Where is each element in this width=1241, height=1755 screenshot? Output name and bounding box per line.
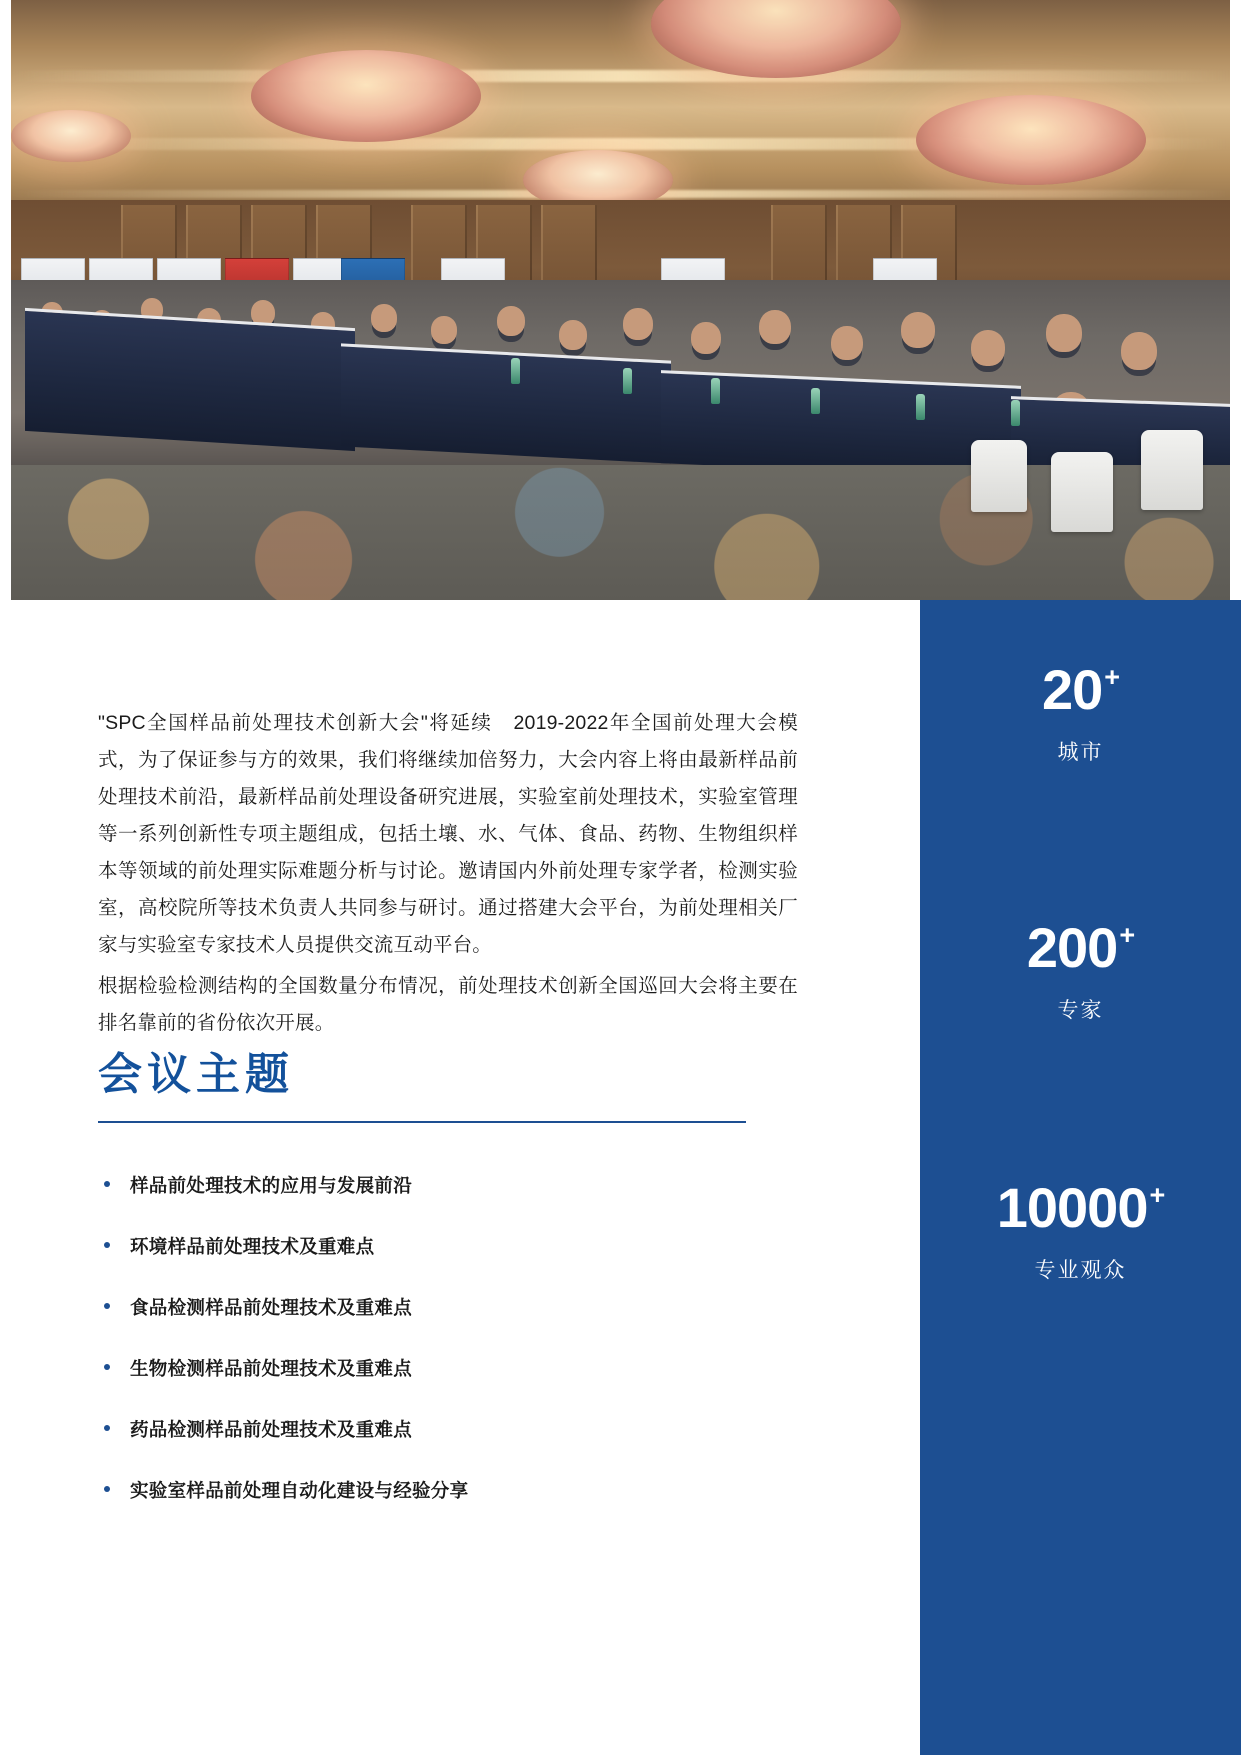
audience-member [691,322,721,354]
bullet-icon [104,1303,110,1309]
water-bottle [511,358,520,384]
audience-member [431,316,457,344]
conference-table [25,308,355,451]
audience-member [1121,332,1157,370]
intro-paragraph-2: 根据检验检测结构的全国数量分布情况，前处理技术创新全国巡回大会将主要在排名靠前的省份依次开展。 [98,975,798,1034]
water-bottle [811,388,820,414]
bullet-icon [104,1242,110,1248]
bullet-icon [104,1425,110,1431]
chair [1141,430,1203,510]
audience-member [497,306,525,336]
list-item [98,1294,798,1320]
topic-label: 实验室样品前处理自动化建设与经验分享 [130,1480,469,1501]
stat-number-text: 20 [1041,658,1103,721]
title-divider [98,1121,746,1123]
chandelier-icon [11,110,131,162]
water-bottle [916,394,925,420]
water-bottle [623,368,632,394]
ceiling-light-beam [11,70,1230,82]
audience-member [623,308,653,340]
page-title: 会议主题 [98,1050,294,1099]
content-column [0,600,920,1755]
chandelier-icon [916,95,1146,185]
stat-label: 专家 [1057,999,1104,1022]
bullet-icon [104,1486,110,1492]
hero-conference-photo [11,0,1230,600]
stat-value [920,658,1241,721]
statistics-panel [920,600,1241,1755]
chair [971,440,1027,512]
bullet-icon [104,1181,110,1187]
audience-member [759,310,791,344]
stat-label: 城市 [1057,741,1104,764]
topic-label: 生物检测样品前处理技术及重难点 [130,1358,413,1379]
stat-value [920,1176,1241,1239]
audience-member [1046,314,1082,352]
water-bottle [1011,400,1020,426]
chair [1051,452,1113,532]
topic-label: 食品检测样品前处理技术及重难点 [130,1297,413,1318]
audience-member [971,330,1005,366]
audience-member [831,326,863,360]
hero-scene [11,0,1230,600]
stat-experts [920,916,1241,1024]
stat-number-text: 200 [1026,916,1118,979]
topic-label: 样品前处理技术的应用与发展前沿 [130,1175,413,1196]
stat-plus-sign: + [1149,1180,1165,1210]
topic-label: 环境样品前处理技术及重难点 [130,1236,375,1257]
stat-plus-sign: + [1119,920,1135,950]
intro-paragraphs [98,705,798,1042]
stat-attendees [920,1176,1241,1284]
conference-table [341,343,671,463]
audience-member [559,320,587,350]
stat-number-text: 10000 [996,1176,1148,1239]
list-item [98,1416,798,1442]
list-item [98,1233,798,1259]
conference-topics-list [98,1172,798,1503]
list-item [98,1172,798,1198]
ballroom-carpet [11,465,1230,600]
stat-plus-sign: + [1104,662,1120,692]
water-bottle [711,378,720,404]
audience-member [371,304,397,332]
intro-paragraph-1: "SPC全国样品前处理技术创新大会"将延续 2019-2022年全国前处理大会模式，为了保证参与方的效果，我们将继续加倍努力，大会内容上将由最新样品前处理技术前沿，最新样品前处理设备研究进展，实验室前处理技术，实验室管理等一系列创新性专项主题组成，包括土壤、水、气体、食品、药物、生物组织样本等领域的前处理实际难题分析与讨论。邀请国内外前处理专家学者，检测实验室，高校院所等技术负责人共同参与研讨。通过搭建大会平台，为前处理相关厂家与实验室专家技术人员提供交流互动平台。 [98,712,798,956]
list-item [98,1477,798,1503]
list-item [98,1355,798,1381]
chandelier-icon [251,50,481,142]
topic-label: 药品检测样品前处理技术及重难点 [130,1419,413,1440]
audience-member [901,312,935,348]
bullet-icon [104,1364,110,1370]
stat-label: 专业观众 [1034,1259,1127,1282]
lower-section [0,600,1241,1755]
stat-cities [920,658,1241,766]
stat-value [920,916,1241,979]
